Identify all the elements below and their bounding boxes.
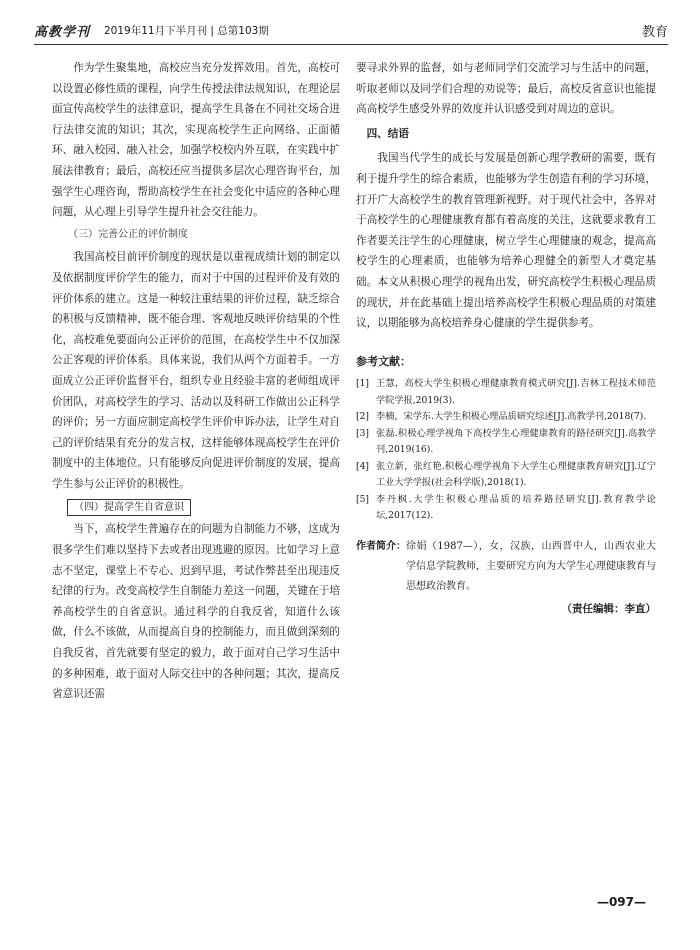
references-title: 参考文献：	[356, 354, 411, 368]
reference-number: [3]	[356, 427, 370, 439]
reference-number: [2]	[356, 411, 370, 423]
author-bio-text: 徐娟（1987—），女，汉族，山西晋中人，山西农业大学信息学院教师，主要研究方向为大学生心理健康教育与思想政治教育。	[406, 540, 656, 592]
reference-text: 张立新，张红艳.积极心理学视角下大学生心理健康教育研究[J].辽宁工业大学学报(社会科学版),2018(1).	[376, 460, 656, 489]
page-header	[34, 18, 668, 45]
reference-text: 李丹枫.大学生积极心理品质的培养路径研究[J].教育教学论坛,2017(12).	[376, 493, 656, 522]
paragraph: 作为学生聚集地，高校应当充分发挥效用。首先，高校可以设置必修性质的课程，向学生传授法律法规知识，在理论层面宣传高校学生的法律意识，提高学生具备在不同社交场合进行法律交流的知识；其次，实现高校学生正向网络、正面循环、融入校园、融入社会，加强学校校内外互联，在实践中扩展法律教育；最后，高校还应当提供多层次心理咨询平台，加强学生心理咨询，帮助高校学生在社会变化中适应的各种心理问题，从心理上引导学生提升社会交往能力。	[52, 62, 340, 219]
reference-item	[356, 376, 656, 409]
reference-number: [5]	[356, 493, 370, 505]
reference-item	[356, 492, 656, 525]
reference-item	[356, 459, 656, 492]
section-label: 教育	[641, 25, 668, 40]
author-bio-label: 作者简介：	[356, 540, 406, 552]
left-column	[52, 58, 340, 705]
paragraph: 我国高校目前评价制度的现状是以重视成绩计划的制定以及依据制度评价学生的能力，而对于中国的过程评价及有效的评价体系的建立。这是一种较注重结果的评价过程，缺乏综合的积极与反馈精神，既不能合理、客观地反映评价结果的个性化，高校难免要面向公正评价的范围，在高校学生中不仅加深公正客观的评价体系。具体来说，我们从两个方面着手。一方面成立公正评价监督平台，组织专业且经验丰富的老师组成评价团队，对高校学生的学习、活动以及科研工作做出公正科学的评价；另一方面应制定高校学生评价申诉办法，让学生对自己的评价结果有充分的发言权，这样能够体现高校学生在评价制度中的主体地位。只有能够反向促进评价制度的发展，提高学生参与公正评价的积极性。	[52, 251, 340, 490]
author-bio	[356, 537, 656, 597]
reference-number: [1]	[356, 378, 370, 390]
paragraph-continued: 要寻求外界的监督，如与老师同学们交流学习与生活中的问题，听取老师以及同学们合理的劝说等；最后，高校反省意识也能提高高校学生感受外界的效度并认识感受到对周边的意识。	[356, 62, 656, 116]
page-number: —097—	[596, 895, 646, 909]
reference-item	[356, 426, 656, 459]
reference-text: 王慧，高校大学生积极心理健康教育模式研究[J].吉林工程技术师范学院学报,2019(3).	[376, 378, 656, 406]
responsible-editor: （责任编辑：李直）	[561, 602, 656, 615]
subheading-evaluation-system: （三）完善公正的评价制度	[68, 228, 188, 240]
right-column	[356, 58, 656, 619]
paragraph: 当下，高校学生普遍存在的问题为自制能力不够，这成为很多学生们难以坚持下去或者出现逃避的原因。比如学习上意志不坚定，课堂上不专心、迟到早退，考试作弊甚至出现违反纪律的行为。改变高校学生自制能力差这一问题，关键在于培养高校学生的自省意识。通过科学的自我反省，知道什么该做，什么不该做，从而提高自身的控制能力，而且做到深刻的自我反省，首先就要有坚定的毅力，敢于面对自己学习生活中的多种困难，敢于面对人际交往中的各种问题；其次，提高反省意识还需	[52, 523, 340, 701]
reference-text: 张磊.积极心理学视角下高校学生心理健康教育的路径研究[J].高教学刊,2019(16).	[376, 427, 656, 456]
conclusion-heading: 四、结语	[366, 127, 409, 140]
reference-item	[356, 409, 656, 426]
paragraph: 我国当代学生的成长与发展是创新心理学教研的需要，既有利于提升学生的综合素质，也能够为学生创造有利的学习环境，打开广大高校学生的教育管理新视野。对于现代社会中，各界对于高校学生的心理健康教育都有着高度的关注，这就要求教育工作者要关注学生的心理健康，树立学生心理健康的观念，提高高校学生的心理素质，也能够为培养心理健全的新型人才奠定基础。本文从积极心理学的视角出发，研究高校学生积极心理品质的现状，并在此基础上提出培养高校学生积极心理品质的对策建议，以期能够为高校培养身心健康的学生提供参考。	[356, 152, 656, 330]
issue-info: 2019年11月下半月刊 | 总第103期	[104, 25, 269, 37]
journal-name: 高教学刊	[34, 25, 91, 40]
reference-number: [4]	[356, 460, 370, 472]
subheading-self-reflection: （四）提高学生自省意识	[67, 499, 191, 516]
references-list	[356, 376, 656, 525]
reference-text: 李楠，宋学东.大学生积极心理品质研究综述[J].高教学刊,2018(7).	[376, 411, 647, 423]
